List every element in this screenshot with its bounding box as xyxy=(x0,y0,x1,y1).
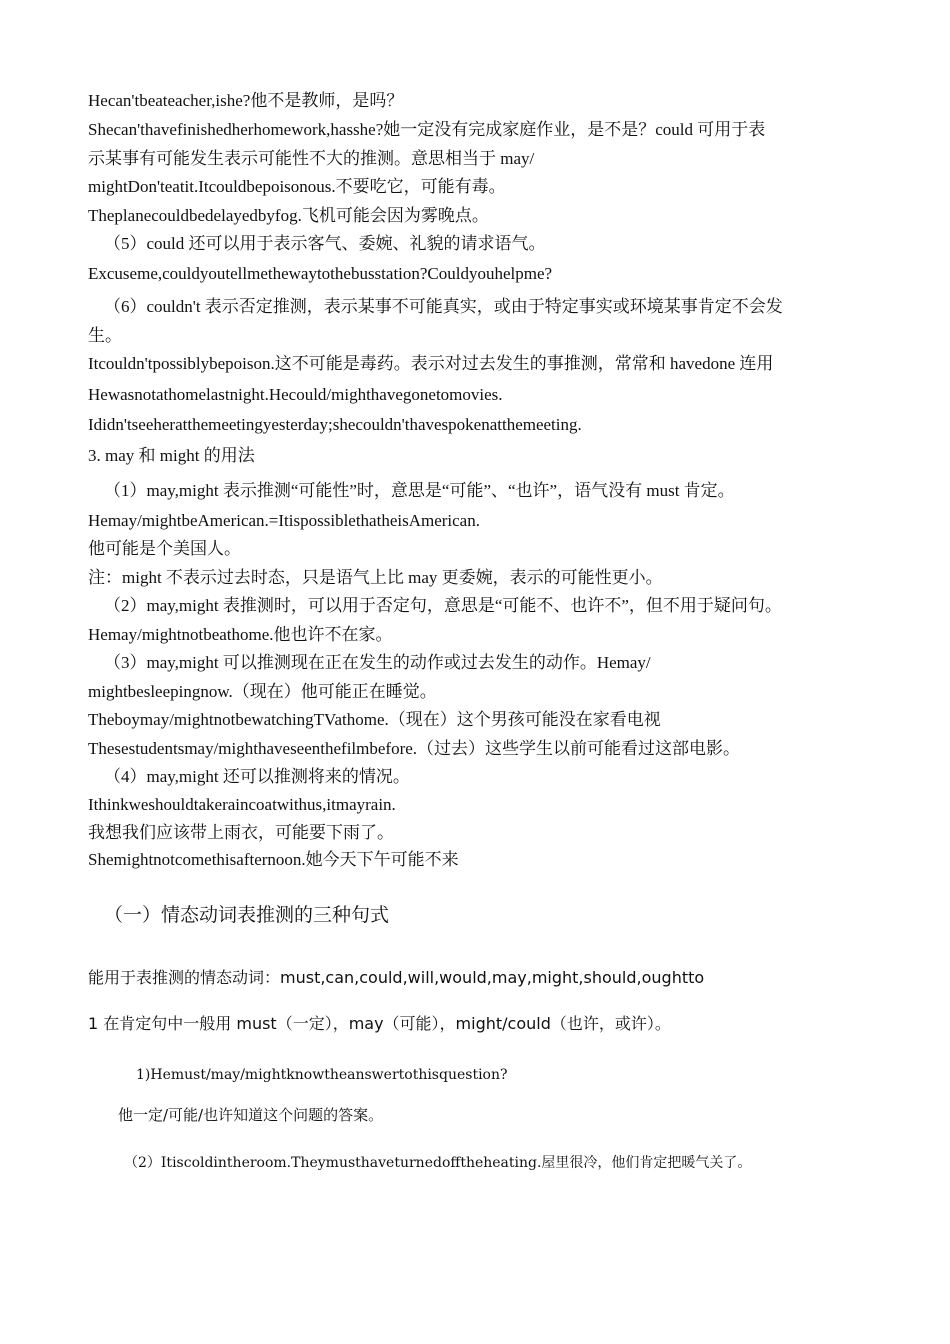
text-line: mightbesleepingnow.（现在）他可能正在睡觉。 xyxy=(88,682,437,701)
text-line: Excuseme,couldyoutellmethewaytothebusstation?Couldyouhelpme? xyxy=(88,264,553,283)
note-line: 注：might 不表示过去时态，只是语气上比 may 更委婉，表示的可能性更小。 xyxy=(88,568,663,587)
example-line: 1)Hemust/may/mightknowtheanswertothisquestion? xyxy=(136,1067,508,1083)
text-line: Ithinkweshouldtakeraincoatwithus,itmayrain. xyxy=(88,795,396,814)
text-line: Hecan'tbeateacher,ishe?他不是教师，是吗？ xyxy=(88,91,404,110)
text-line: Theboymay/mightnotbewatchingTVathome.（现在）这个男孩可能没在家看电视 xyxy=(88,710,661,729)
text-line: Ididn'tseeheratthemeetingyesterday;shecouldn'thavespokenatthemeeting. xyxy=(88,415,582,434)
text-line: 我想我们应该带上雨衣，可能要下雨了。 xyxy=(88,823,394,842)
list-item: （1）may,might 表示推测“可能性”时，意思是“可能”、“也许”，语气没有 must 肯定。 xyxy=(104,481,735,500)
list-item: （2）may,might 表推测时，可以用于否定句，意思是“可能不、也许不”，但不用于疑问句。 xyxy=(104,596,782,615)
section-heading: （一）情态动词表推测的三种句式 xyxy=(104,904,390,926)
text-line: Hemay/mightbeAmerican.=ItispossiblethatheisAmerican. xyxy=(88,511,480,530)
section-heading: 3. may 和 might 的用法 xyxy=(88,446,255,465)
text-line: mightDon'teatit.Itcouldbepoisonous.不要吃它，可能有毒。 xyxy=(88,177,506,196)
list-item: （3）may,might 可以推测现在正在发生的动作或过去发生的动作。Hemay/ xyxy=(104,653,651,672)
text-line: 示某事有可能发生表示可能性不大的推测。意思相当于 may/ xyxy=(88,149,535,168)
list-item: （6）couldn't 表示否定推测，表示某事不可能真实，或由于特定事实或环境某事肯定不会发 xyxy=(104,297,783,316)
text-line: Theplanecouldbedelayedbyfog.飞机可能会因为雾晚点。 xyxy=(88,206,489,225)
text-line: Hemay/mightnotbeathome.他也许不在家。 xyxy=(88,625,393,644)
list-item: （4）may,might 还可以推测将来的情况。 xyxy=(104,767,410,786)
text-line: Shecan'thavefinishedherhomework,hasshe?她一定没有完成家庭作业，是不是？could 可用于表 xyxy=(88,120,766,139)
example-line: （2）Itiscoldintheroom.Theymusthaveturnedofftheheating.屋里很冷，他们肯定把暖气关了。 xyxy=(124,1155,752,1171)
text-line: 生。 xyxy=(88,326,122,345)
text-line: 能用于表推测的情态动词：must,can,could,will,would,may,might,should,oughtto xyxy=(88,968,705,987)
text-line: Hewasnotathomelastnight.Hecould/mighthavegonetomovies. xyxy=(88,385,503,404)
text-line: Shemightnotcomethisafternoon.她今天下午可能不来 xyxy=(88,850,459,869)
list-item: （5）could 还可以用于表示客气、委婉、礼貌的请求语气。 xyxy=(104,234,546,253)
text-line: Itcouldn'tpossiblybepoison.这不可能是毒药。表示对过去发生的事推测，常常和 havedone 连用 xyxy=(88,354,774,373)
text-line: 1 在肯定句中一般用 must（一定），may（可能），might/could（也许，或许）。 xyxy=(88,1014,671,1033)
text-line: Thesestudentsmay/mighthaveseenthefilmbefore.（过去）这些学生以前可能看过这部电影。 xyxy=(88,739,741,758)
text-line: 他可能是个美国人。 xyxy=(88,539,241,558)
example-translation: 他一定/可能/也许知道这个问题的答案。 xyxy=(118,1106,384,1124)
